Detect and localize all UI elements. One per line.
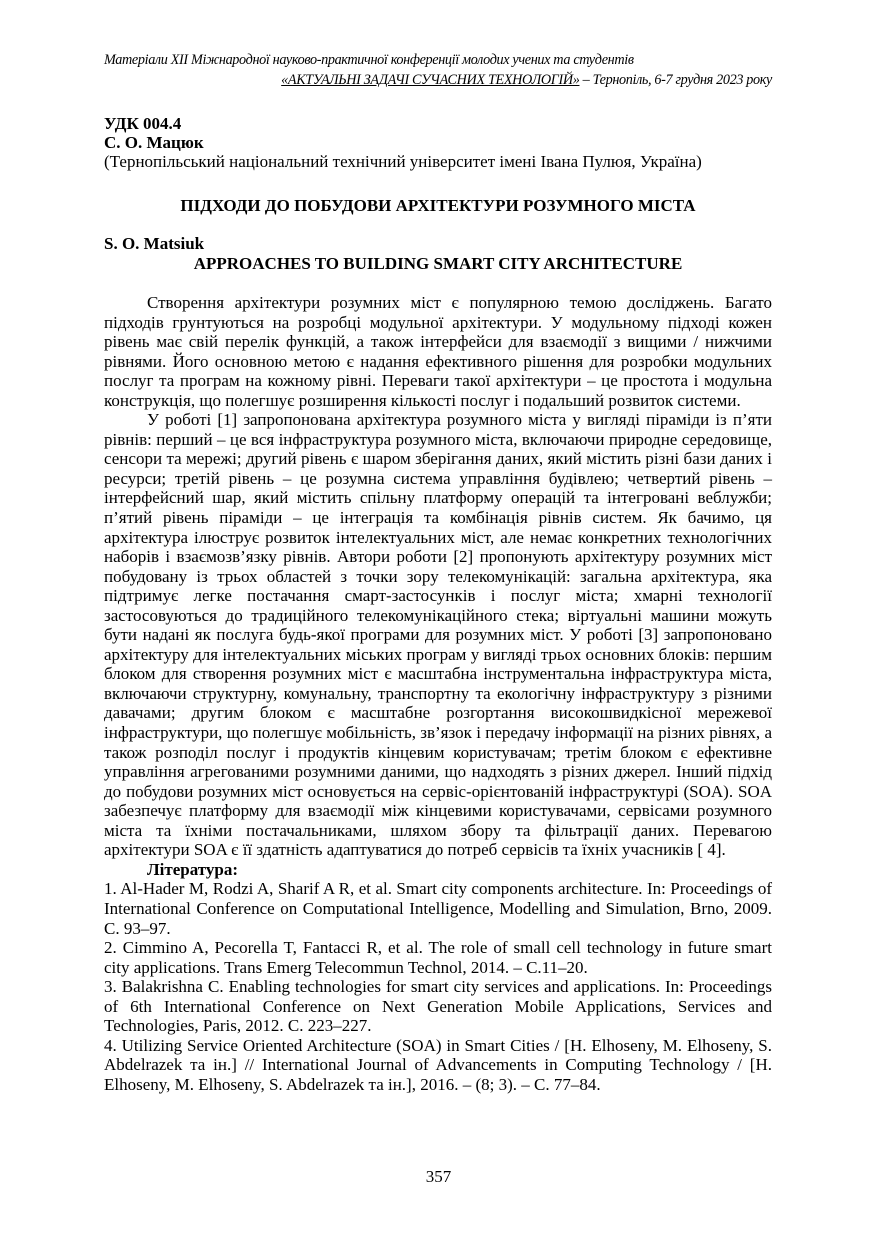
running-header [104,50,772,90]
paragraph: Створення архітектури розумних міст є популярною темою досліджень. Багато підходів грунтуються на розробці модульної архітектури. У модульному підході кожен рівень має свій перелік функцій, а також інтерфейси для взаємодії з вищими / нижчими рівнями. Його основною метою є надання ефективного рішення для розробки модульних послуг та програм на кожному рівні. Переваги такої архітектури – це простота і модульна конструкція, що полегшує розширення кількості послуг і подальший розвиток системи. [104,293,772,410]
affiliation: (Тернопільський національний технічний університет імені Івана Пулюя, Україна) [104,152,702,171]
title-ua: ПІДХОДИ ДО ПОБУДОВИ АРХІТЕКТУРИ РОЗУМНОГО МІСТА [180,196,696,215]
page-number: 357 [425,1167,452,1186]
references-heading: Література: [147,859,239,879]
paper-page [104,50,772,1094]
author-ua: С. О. Мацюк [104,133,204,152]
running-header-line-1: Матеріали XII Міжнародної науково-практичної конференції молодих учених та студентів [104,52,634,68]
conference-place-date: – Тернопіль, 6-7 грудня 2023 року [579,72,772,88]
reference-item: 4. Utilizing Service Oriented Architecture (SOA) in Smart Cities / [H. Elhoseny, M. Elhoseny, S. Abdelrazek та ін.] // International Journal of Advancements in Computing Technology / [H. Elhoseny, M. Elhoseny, S. Abdelrazek та ін.], 2016. – (8; 3). – С. 77–84. [104,1035,772,1094]
title-en: APPROACHES TO BUILDING SMART CITY ARCHITECTURE [193,254,683,273]
article-meta [104,114,772,171]
udc-code: УДК 004.4 [104,114,182,133]
reference-item: 2. Cimmino A, Pecorella T, Fantacci R, et al. The role of small cell technology in future smart city applications. Trans Emerg Telecommun Technol, 2014. – C.11–20. [104,938,772,977]
reference-item: 3. Balakrishna C. Enabling technologies for smart city services and applications. In: Proceedings of 6th International Conference on Next Generation Mobile Applications, Services and Technologies, Paris, 2012. C. 223–227. [104,977,772,1036]
conference-name: «АКТУАЛЬНІ ЗАДАЧІ СУЧАСНИХ ТЕХНОЛОГІЙ» [281,72,580,88]
article-body [104,293,772,1094]
running-header-line-2 [104,70,772,90]
references-list [104,879,772,1094]
author-en: S. O. Matsiuk [104,234,205,253]
paragraph: У роботі [1] запропонована архітектура розумного міста у вигляді піраміди із п’яти рівнів: перший – це вся інфраструктура розумного міста, включаючи природне середовище, сенсори та мережі; другий рівень є шаром зберігання даних, який містить різні бази даних і ресурси; третій рівень – це розумна система управління будівлею; четвертий рівень – інтерфейсний шар, який містить спільну платформу операцій та інтегровані веблужби; п’ятий рівень піраміди – це інтеграція та комбінація рівнів систем. Як бачимо, ця архітектура ілюструє розвиток інтелектуальних міст, але немає конкретних технологічних наборів і взаємозв’язку рівнів. Автори роботи [2] пропонують архітектуру розумних міст побудовану із трьох областей з точки зору телекомунікацій: загальна архітектура, яка підтримує легке постачання смарт-застосунків і послуг міста; хмарні технології застосовуються до традиційного телекомунікаційного стека; віртуальні машини можуть бути надані як послуга будь-якої програми для розумних міст. У роботі [3] запропоновано архітектуру для інтелектуальних міських програм у вигляді трьох основних блоків: першим блоком для створення розумних міст є масштабна інструментальна інфраструктура міста, включаючи структурну, комунальну, транспортну та екологічну інфраструктуру з різними давачами; другим блоком є масштабне розгортання високошвидкісної мережевої інфраструктури, що полегшує мобільність, зв’язок і передачу інформації на різних рівнях, а також розподіл послуг і продуктів кінцевим користувачам; третім блоком є ефективне управління агрегованими розумними даними, що надходять з різних джерел. Інший підхід до побудови розумних міст основується на сервіс-орієнтованій інфраструктурі (SOA). SOA забезпечує платформу для взаємодії між кінцевими користувачами, сервісами розумного міста та їхніми постачальниками, шляхом збору та фільтрації даних. Перевагою архітектури SOA є її здатність адаптуватися до потреб сервісів та їхніх учасників [ 4]. [104,410,772,860]
reference-item: 1. Al-Hader M, Rodzi A, Sharif A R, et al. Smart city components architecture. In: Proceedings of International Conference on Computational Intelligence, Modelling and Simulation, Brno, 2009. C. 93–97. [104,879,772,938]
